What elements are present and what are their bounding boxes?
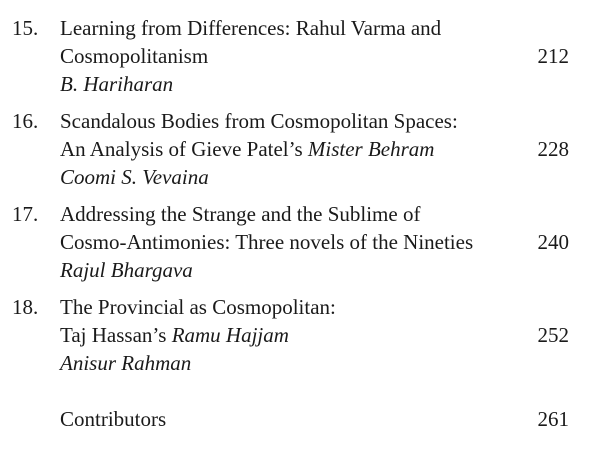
entry-page-number: 212 [537,44,569,68]
entry-page-number: 228 [537,137,569,161]
entry-title-line1: Scandalous Bodies from Cosmopolitan Spaces: [60,109,458,133]
entry-title-work: Ramu Hajjam [171,323,289,347]
contributors-label: Contributors [60,407,167,431]
entry-page-number: 240 [537,230,569,254]
entry-author: Coomi S. Vevaina [60,165,209,189]
entry-title-line1: Learning from Differences: Rahul Varma and [60,16,442,40]
entry-title-line2: Cosmo-Antimonies: Three novels of the Nineties [60,230,474,254]
entry-author: Anisur Rahman [60,351,192,375]
entry-title-line1: Addressing the Strange and the Sublime of [60,202,421,226]
entry-title-line2: Cosmopolitanism [60,44,209,68]
contributors-page-number: 261 [537,407,569,431]
entry-number: 16. [12,109,39,133]
entry-author: Rajul Bhargava [60,258,193,282]
entry-number: 18. [12,295,39,319]
entry-page-number: 252 [537,323,569,347]
entry-title-line2-text: An Analysis of Gieve Patel’s [60,137,308,161]
entry-title-line1: The Provincial as Cosmopolitan: [60,295,336,319]
entry-number: 17. [12,202,39,226]
entry-title-line2 [60,136,434,162]
entry-number: 15. [12,16,39,40]
entry-title-line2 [60,322,289,348]
entry-author: B. Hariharan [60,72,174,96]
entry-title-line2-text: Taj Hassan’s [60,323,172,347]
entry-title-work: Mister Behram [307,137,435,161]
